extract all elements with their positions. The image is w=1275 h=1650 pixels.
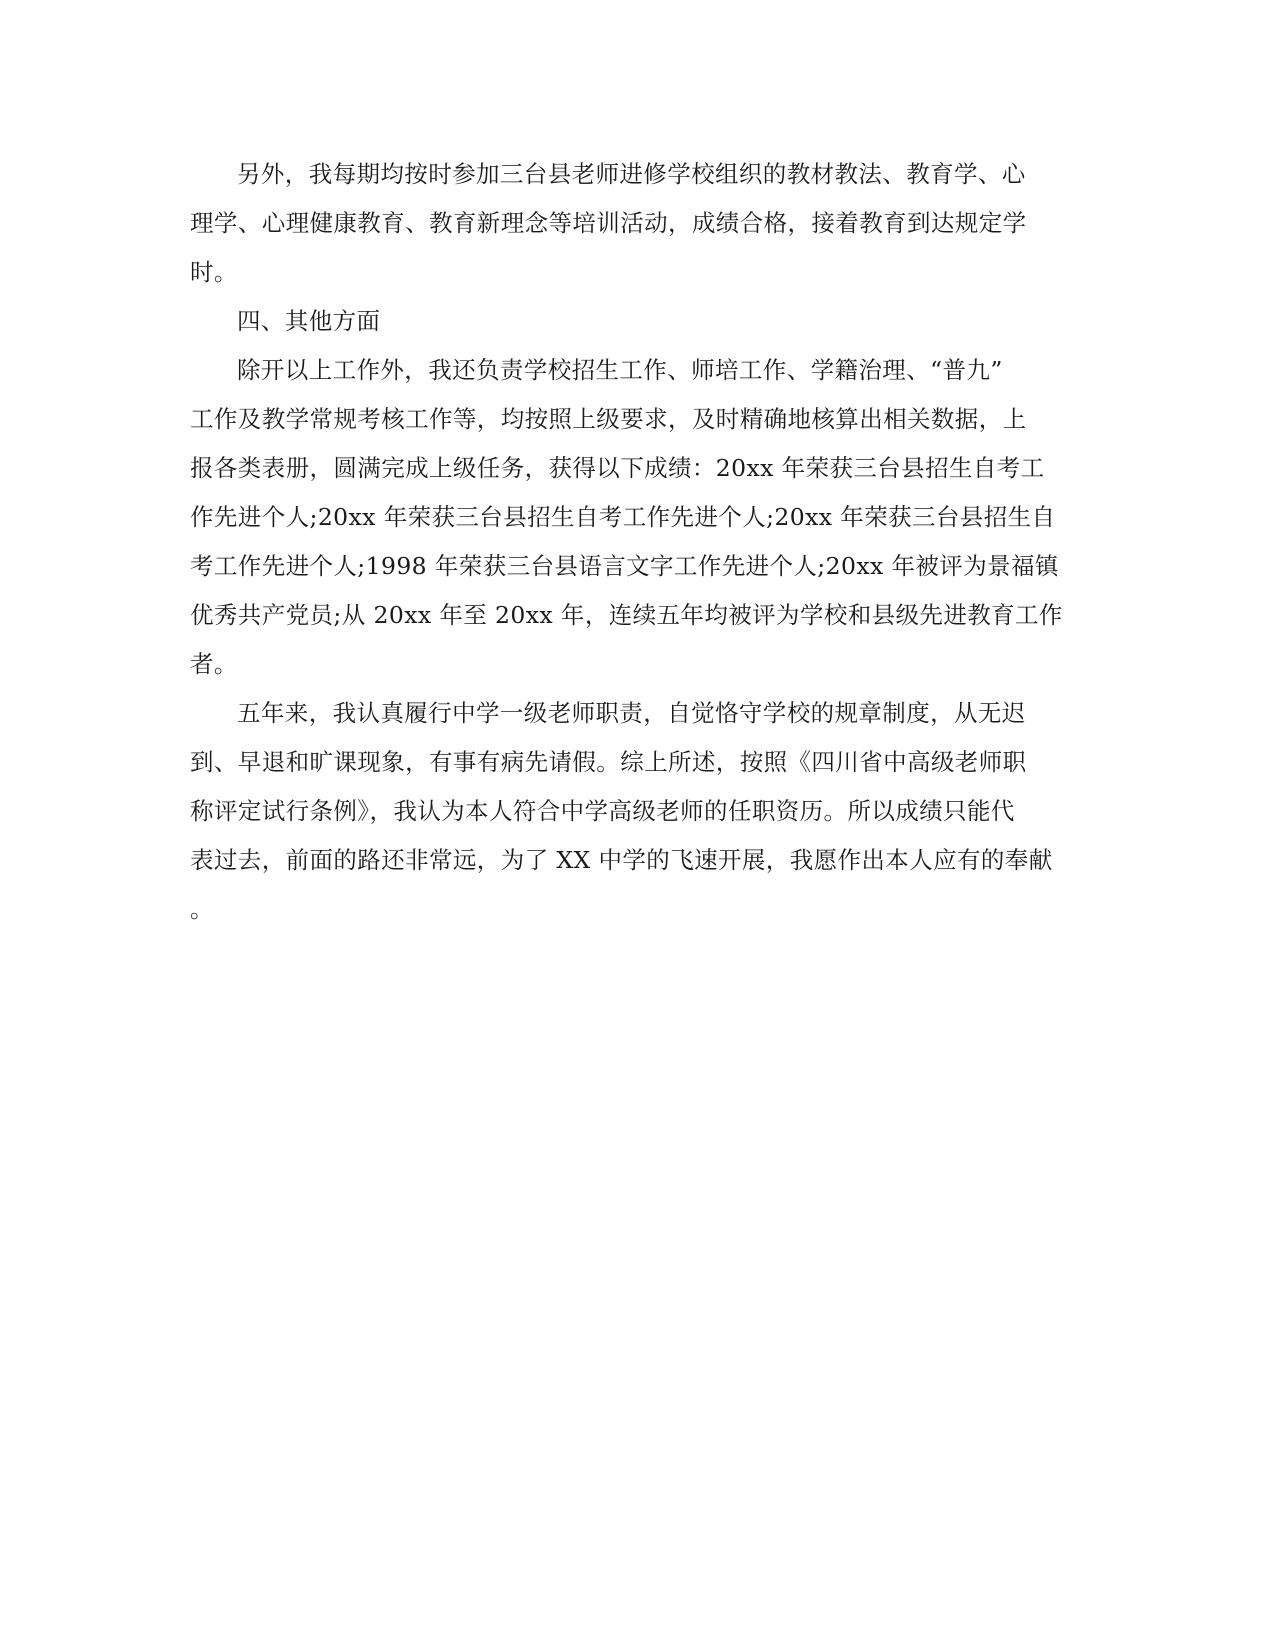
paragraph-line: 作先进个人;20xx 年荣获三台县招生自考工作先进个人;20xx 年荣获三台县招生自: [190, 503, 1056, 531]
paragraph-line: 称评定试行条例》，我认为本人符合中学高级老师的任职资历。所以成绩只能代: [190, 797, 1015, 825]
paragraph-line: 工作及教学常规考核工作等，均按照上级要求，及时精确地核算出相关数据，上: [190, 405, 1027, 433]
paragraph-other-work: [190, 346, 1080, 689]
paragraph-line: 考工作先进个人;1998 年荣获三台县语言文字工作先进个人;20xx 年被评为景福镇: [190, 552, 1059, 580]
section-heading-other: 四、其他方面: [237, 307, 381, 335]
paragraph-line: 表过去，前面的路还非常远，为了 XX 中学的飞速开展，我愿作出本人应有的奉献: [190, 846, 1053, 874]
paragraph-line: 五年来，我认真履行中学一级老师职责，自觉恪守学校的规章制度，从无迟: [237, 699, 1026, 727]
paragraph-conclusion: [190, 689, 1080, 934]
paragraph-line: 除开以上工作外，我还负责学校招生工作、师培工作、学籍治理、“普九”: [237, 356, 1003, 384]
paragraph-line: 。: [190, 895, 214, 923]
paragraph-line: 另外，我每期均按时参加三台县老师进修学校组织的教材教法、教育学、心: [237, 160, 1026, 188]
paragraph-line: 理学、心理健康教育、教育新理念等培训活动，成绩合格，接着教育到达规定学: [190, 209, 1027, 237]
paragraph-line: 报各类表册，圆满完成上级任务，获得以下成绩：20xx 年荣获三台县招生自考工: [190, 454, 1045, 482]
paragraph-line: 到、早退和旷课现象，有事有病先请假。综上所述，按照《四川省中高级老师职: [190, 748, 1027, 776]
paragraph-line: 优秀共产党员;从 20xx 年至 20xx 年，连续五年均被评为学校和县级先进教育工作: [190, 601, 1063, 629]
paragraph-line: 时。: [190, 258, 238, 286]
document-body: [190, 150, 1080, 934]
paragraph-line: 者。: [190, 650, 238, 678]
paragraph-training: [190, 150, 1080, 297]
